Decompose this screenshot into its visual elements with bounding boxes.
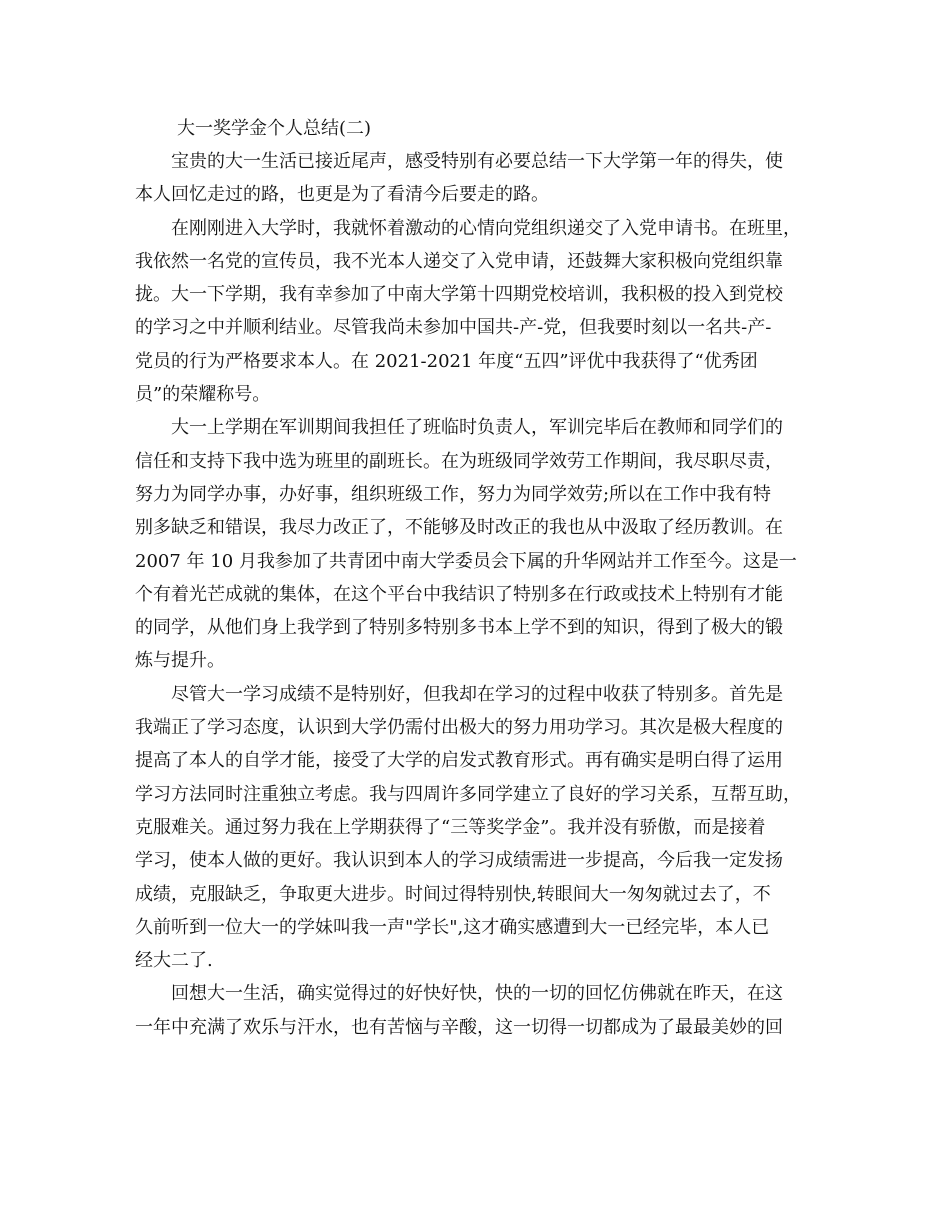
paragraph-3 <box>135 411 815 677</box>
paragraph-line: 大一上学期在军训期间我担任了班临时负责人，军训完毕后在教师和同学们的 <box>171 417 783 439</box>
paragraph-line: 学习，使本人做的更好。我认识到本人的学习成绩需进一步提高，今后我一定发扬 <box>135 850 783 872</box>
paragraph-line: 成绩，克服缺乏，争取更大进步。时间过得特别快,转眼间大一匆匆就过去了，不 <box>135 883 771 905</box>
paragraph-1 <box>135 145 815 212</box>
paragraph-line: 信任和支持下我中选为班里的副班长。在为班级同学效劳工作期间，我尽职尽责， <box>135 450 783 472</box>
paragraph-line: 我依然一名党的宣传员，我不光本人递交了入党申请，还鼓舞大家积极向党组织靠 <box>135 250 783 272</box>
paragraph-line: 宝贵的大一生活已接近尾声，感受特别有必要总结一下大学第一年的得失，使 <box>171 151 783 172</box>
paragraph-line: 炼与提升。 <box>135 650 225 672</box>
paragraph-line: 经大二了. <box>135 950 213 972</box>
paragraph-line: 一年中充满了欢乐与汗水，也有苦恼与辛酸，这一切得一切都成为了最最美妙的回 <box>135 1016 783 1038</box>
paragraph-line: 久前听到一位大一的学妹叫我一声"学长",这才确实感遭到大一已经完毕，本人已 <box>135 916 770 938</box>
paragraph-line: 2007 年 10 月我参加了共青团中南大学委员会下属的升华网站并工作至今。这是一 <box>135 550 797 572</box>
paragraph-line: 的学习之中并顺利结业。尽管我尚未参加中国共-产-党，但我要时刻以一名共-产- <box>135 317 772 339</box>
paragraph-line: 别多缺乏和错误，我尽力改正了，不能够及时改正的我也从中汲取了经历教训。在 <box>135 517 783 539</box>
document-title: 大一奖学金个人总结(二) <box>177 118 372 139</box>
paragraph-line: 我端正了学习态度，认识到大学仍需付出极大的努力用功学习。其次是极大程度的 <box>135 717 783 739</box>
paragraph-line: 个有着光芒成就的集体，在这个平台中我结识了特别多在行政或技术上特别有才能 <box>135 583 783 605</box>
paragraph-line: 拢。大一下学期，我有幸参加了中南大学第十四期党校培训，我积极的投入到党校 <box>135 284 783 306</box>
document-body <box>135 112 815 1044</box>
paragraph-line: 的同学，从他们身上我学到了特别多特别多书本上学不到的知识，得到了极大的锻 <box>135 617 783 639</box>
paragraph-line: 尽管大一学习成绩不是特别好，但我却在学习的过程中收获了特别多。首先是 <box>171 683 783 705</box>
paragraph-line: 员”的荣耀称号。 <box>135 384 271 406</box>
paragraph-line: 党员的行为严格要求本人。在 2021-2021 年度“五四”评优中我获得了“优秀团 <box>135 350 758 372</box>
paragraph-line: 提高了本人的自学才能，接受了大学的启发式教育形式。再有确实是明白得了运用 <box>135 750 783 772</box>
paragraph-line: 学习方法同时注重独立考虑。我与四周许多同学建立了良好的学习关系，互帮互助， <box>135 783 801 805</box>
paragraph-4 <box>135 678 815 978</box>
paragraph-line: 本人回忆走过的路，也更是为了看清今后要走的路。 <box>135 184 549 206</box>
paragraph-line: 努力为同学办事，办好事，组织班级工作，努力为同学效劳;所以在工作中我有特 <box>135 483 772 505</box>
paragraph-line: 回想大一生活，确实觉得过的好快好快，快的一切的回忆仿佛就在昨天，在这 <box>171 983 783 1005</box>
paragraph-5 <box>135 977 815 1044</box>
paragraph-2 <box>135 212 815 412</box>
paragraph-line: 克服难关。通过努力我在上学期获得了“三等奖学金”。我并没有骄傲，而是接着 <box>135 816 766 838</box>
paragraph-line: 在刚刚进入大学时，我就怀着激动的心情向党组织递交了入党申请书。在班里， <box>171 217 801 239</box>
